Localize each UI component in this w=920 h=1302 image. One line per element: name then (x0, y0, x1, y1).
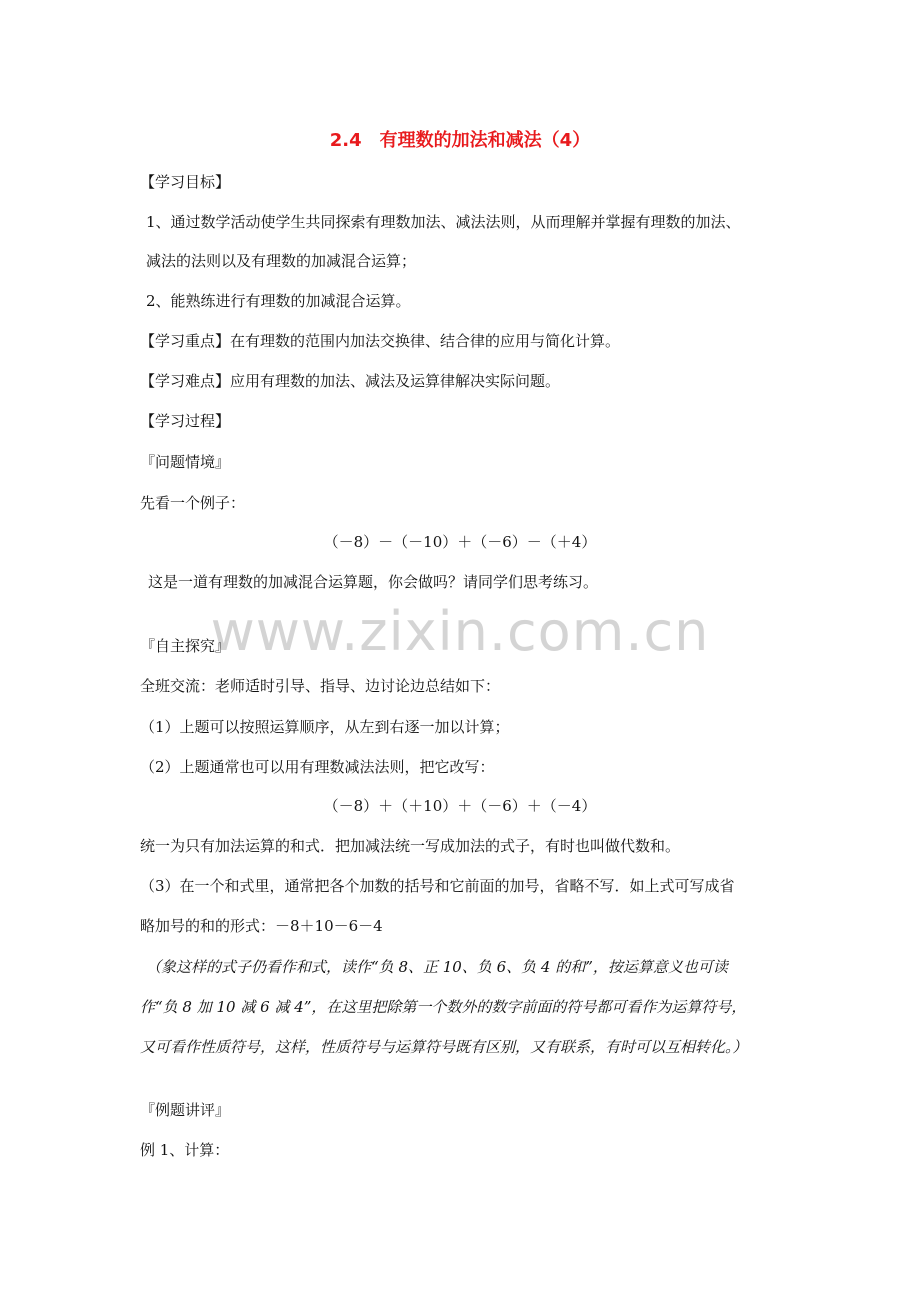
example-intro: 先看一个例子： (140, 494, 246, 512)
situation-heading: 『问题情境』 (140, 453, 231, 471)
question: 这是一道有理数的加减混合运算题，你会做吗？请同学们思考练习。 (148, 573, 599, 591)
goal-1-line-1: 1、通过数学活动使学生共同探索有理数加法、减法法则，从而理解并掌握有理数的加法、 (146, 213, 741, 231)
example-1: 例 1、计算： (140, 1141, 230, 1159)
note-line-1: （象这样的式子仍看作和式，读作“负 8、正 10、负 6、负 4 的和”，按运算意义也可读 (146, 958, 728, 976)
goal-1-line-2: 减法的法则以及有理数的加减混合运算； (146, 252, 417, 270)
goal-2: 2、能熟练进行有理数的加减混合运算。 (146, 292, 411, 310)
explore-heading: 『自主探究』 (140, 637, 231, 655)
example-heading: 『例题讲评』 (140, 1101, 231, 1119)
goal-heading: 【学习目标】 (140, 173, 231, 191)
watermark: www.zixin.com.cn (210, 600, 710, 663)
key-point: 【学习重点】在有理数的范围内加法交换律、结合律的应用与简化计算。 (140, 332, 621, 350)
point-3-line-1: （3）在一个和式里，通常把各个加数的括号和它前面的加号，省略不写．如上式可写成省 (140, 877, 735, 895)
page-title: 2.4 有理数的加法和减法（4） (329, 130, 591, 151)
expression-1: （－8）－（－10）＋（－6）－（＋4） (323, 533, 597, 551)
note-line-3: 又可看作性质符号，这样，性质符号与运算符号既有区别，又有联系，有时可以互相转化。） (140, 1038, 748, 1056)
unify-statement: 统一为只有加法运算的和式．把加减法统一写成加法的式子，有时也叫做代数和。 (140, 837, 681, 855)
difficulty: 【学习难点】应用有理数的加法、减法及运算律解决实际问题。 (140, 372, 561, 390)
note-line-2: 作“负 8 加 10 减 6 减 4”，在这里把除第一个数外的数字前面的符号都可看作为运算符号， (140, 998, 747, 1016)
point-3-line-2: 略加号的和的形式：－8＋10－6－4 (140, 917, 383, 935)
class-exchange: 全班交流：老师适时引导、指导、边讨论边总结如下： (140, 677, 501, 695)
expression-2: （－8）＋（＋10）＋（－6）＋（－4） (323, 797, 597, 815)
process-heading: 【学习过程】 (140, 412, 231, 430)
point-1: （1）上题可以按照运算顺序，从左到右逐一加以计算； (140, 718, 510, 736)
point-2: （2）上题通常也可以用有理数减法法则，把它改写： (140, 758, 495, 776)
